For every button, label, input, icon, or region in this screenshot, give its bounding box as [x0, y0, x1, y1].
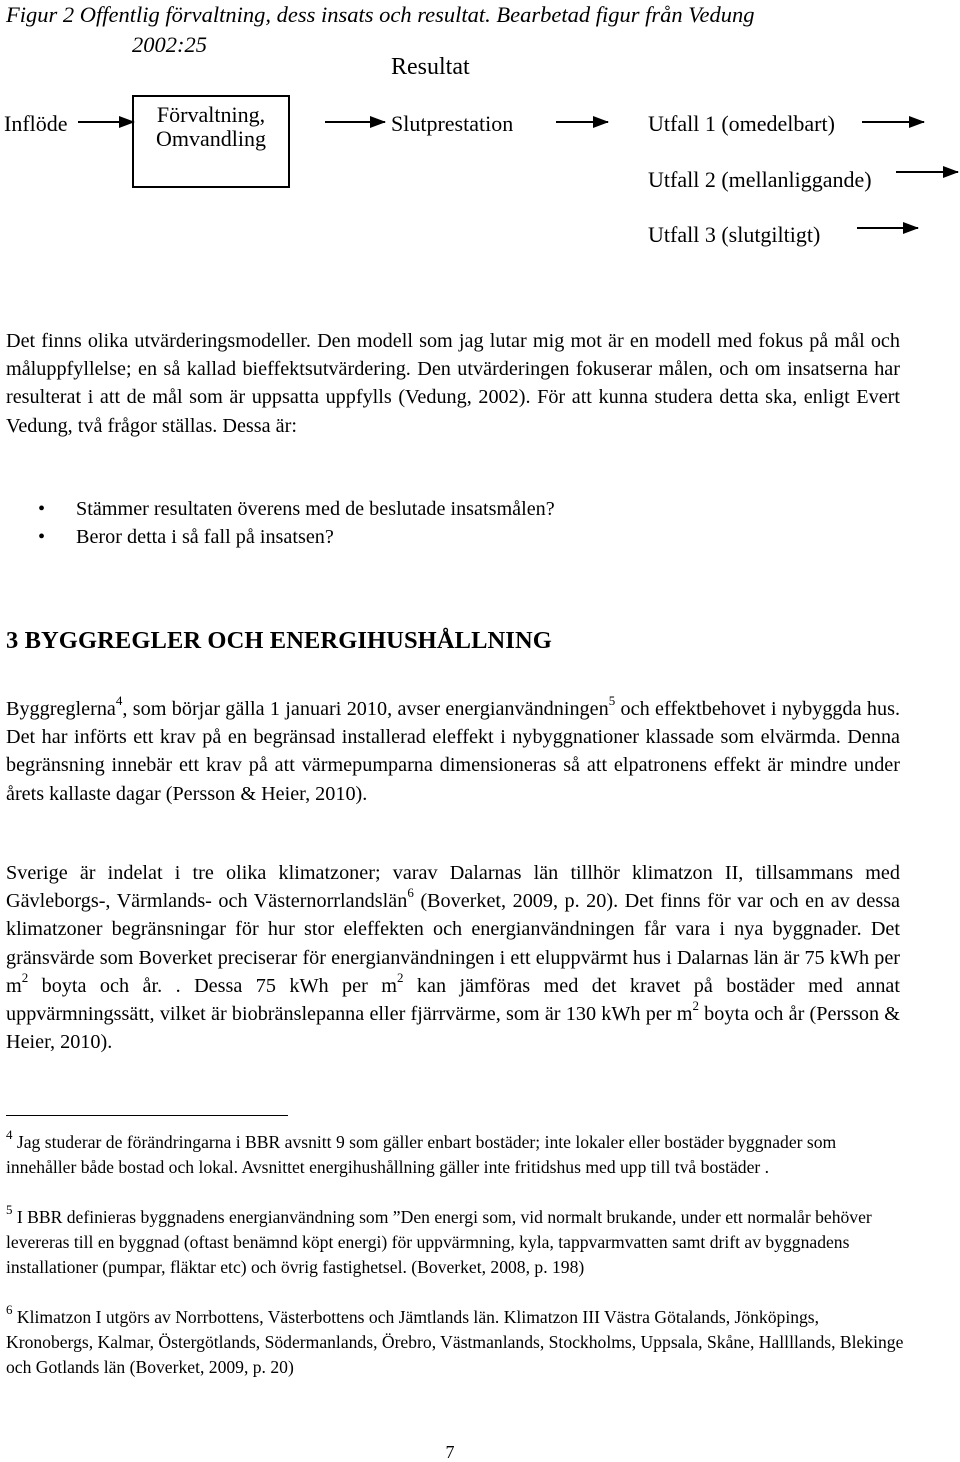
- footnote-text: Jag studerar de förändringarna i BBR avsnitt 9 som gäller enbart bostäder; inte lokaler eller bostäder byggnader som innehåller både bostad och lokal. Avsnittet energihushållning gäller inte fritidshus med upp till två bostäder .: [6, 1132, 837, 1177]
- text-run: Byggreglerna: [6, 698, 116, 720]
- footnote-ref-4: 4: [115, 693, 123, 709]
- footnote-text: Klimatzon I utgörs av Norrbottens, Västerbottens och Jämtlands län. Klimatzon III Västra Götalands, Jönköpings, Kronobergs, Kalmar, Östergötlands, Södermanlands, Örebro, Västmanlands, Stockholms, Uppsala, Skåne, Hallllands, Blekinge och Gotlands län (Boverket, 2009, p. 20): [6, 1307, 904, 1377]
- text-run: Sverige är indelat i tre olika klimatzoner; varav Dalarnas län tillhör klimatzon II, tillsammans med Gävleborgs-, Värmlands- och Västernorrlandslän: [6, 862, 900, 913]
- footnote-ref-6: 6: [407, 885, 414, 901]
- superscript-2: 2: [396, 970, 404, 986]
- paragraph-climate-zones: [6, 859, 900, 1056]
- text-run: boyta och år (Persson & Heier, 2010).: [6, 1003, 900, 1054]
- footnote-divider: [6, 1115, 288, 1116]
- footnote-number: 6: [6, 1302, 13, 1318]
- superscript-2: 2: [21, 970, 29, 986]
- footnote-5: [6, 1202, 906, 1280]
- question-list: [38, 495, 898, 551]
- text-run: och effektbehovet i nybyggda hus. Det har införts ett krav på en begränsad installerad eleffekt i nybyggnationer klassade som elvärmda. Denna begränsning innebär ett krav på att värmepumparna dimensioneras så att elpatronens effekt är mindre under årets kallaste dagar (Persson & Heier, 2010).: [6, 698, 900, 805]
- output-label: Slutprestation: [391, 111, 514, 136]
- outcome-1-label: Utfall 1 (omedelbart): [648, 111, 835, 136]
- superscript-2: 2: [692, 998, 699, 1014]
- footnote-ref-5: 5: [608, 693, 616, 709]
- footnote-6: [6, 1302, 906, 1380]
- footnote-number: 4: [6, 1127, 13, 1143]
- paragraph-building-rules: [6, 695, 900, 808]
- bullet-icon: •: [38, 526, 46, 548]
- process-box-line-1: Förvaltning,: [156, 102, 266, 127]
- outcome-2-label: Utfall 2 (mellanliggande): [648, 167, 872, 192]
- flow-arrows: [0, 0, 960, 260]
- footnote-number: 5: [6, 1202, 13, 1218]
- page-number: 7: [445, 1442, 455, 1462]
- paragraph-evaluation-models: Det finns olika utvärderingsmodeller. Den modell som jag lutar mig mot är en modell med fokus på mål och måluppfyllelse; en så kallad bieffektsutvärdering. Den utvärderingen fokuserar målen, och om insatserna har resulterat i att de mål som är uppsatta uppfylls (Vedung, 2002). För att kunna studera detta ska, enligt Evert Vedung, två frågor ställas. Dessa är:: [6, 330, 900, 437]
- list-item: [38, 523, 898, 551]
- text-run: (Boverket, 2009, p. 20). Det finns för var och en av dessa klimatzoner begränsningar för hur stor eleffekten och energianvändningen får vara i nya byggnader. Det gränsvärde som Boverket preciserar för energianvändningen i ett eluppvärmt hus i Dalarnas län är 75 kWh per m: [6, 890, 901, 997]
- list-item-text: Stämmer resultaten överens med de beslutade insatsmålen?: [76, 498, 555, 520]
- caption-line-1: Figur 2 Offentlig förvaltning, dess insats och resultat. Bearbetad figur från Vedung: [6, 2, 755, 27]
- outcome-3-label: Utfall 3 (slutgiltigt): [648, 222, 821, 247]
- process-box-line-2: Omvandling: [156, 126, 266, 151]
- figure-title: Resultat: [391, 54, 470, 80]
- list-item-text: Beror detta i så fall på insatsen?: [76, 526, 334, 548]
- list-item: [38, 495, 898, 523]
- footnote-text: I BBR definieras byggnadens energianvändning som ”Den energi som, vid normalt brukande, under ett normalår behöver levereras till en byggnad (oftast benämnd köpt energi) för uppvärmning, kyla, tappvarmvatten samt drift av byggnadens installationer (pumpar, fläktar etc) och övrig fastighetsel. (Boverket, 2008, p. 198): [6, 1207, 872, 1277]
- inflow-label: Inflöde: [4, 111, 68, 136]
- text-run: kan jämföras med det kravet på bostäder med annat uppvärmningssätt, vilket är biobränslepanna eller fjärrvärme, som är 130 kWh per m: [6, 974, 900, 1026]
- footnote-4: [6, 1127, 906, 1180]
- text-run: boyta och år. . Dessa 75 kWh per m: [28, 974, 397, 997]
- bullet-icon: •: [38, 498, 46, 520]
- text-run: , som börjar gälla 1 januari 2010, avser energianvändningen: [122, 698, 609, 720]
- section-heading: 3 BYGGREGLER OCH ENERGIHUSHÅLLNING: [6, 627, 552, 654]
- caption-line-2: 2002:25: [132, 32, 207, 57]
